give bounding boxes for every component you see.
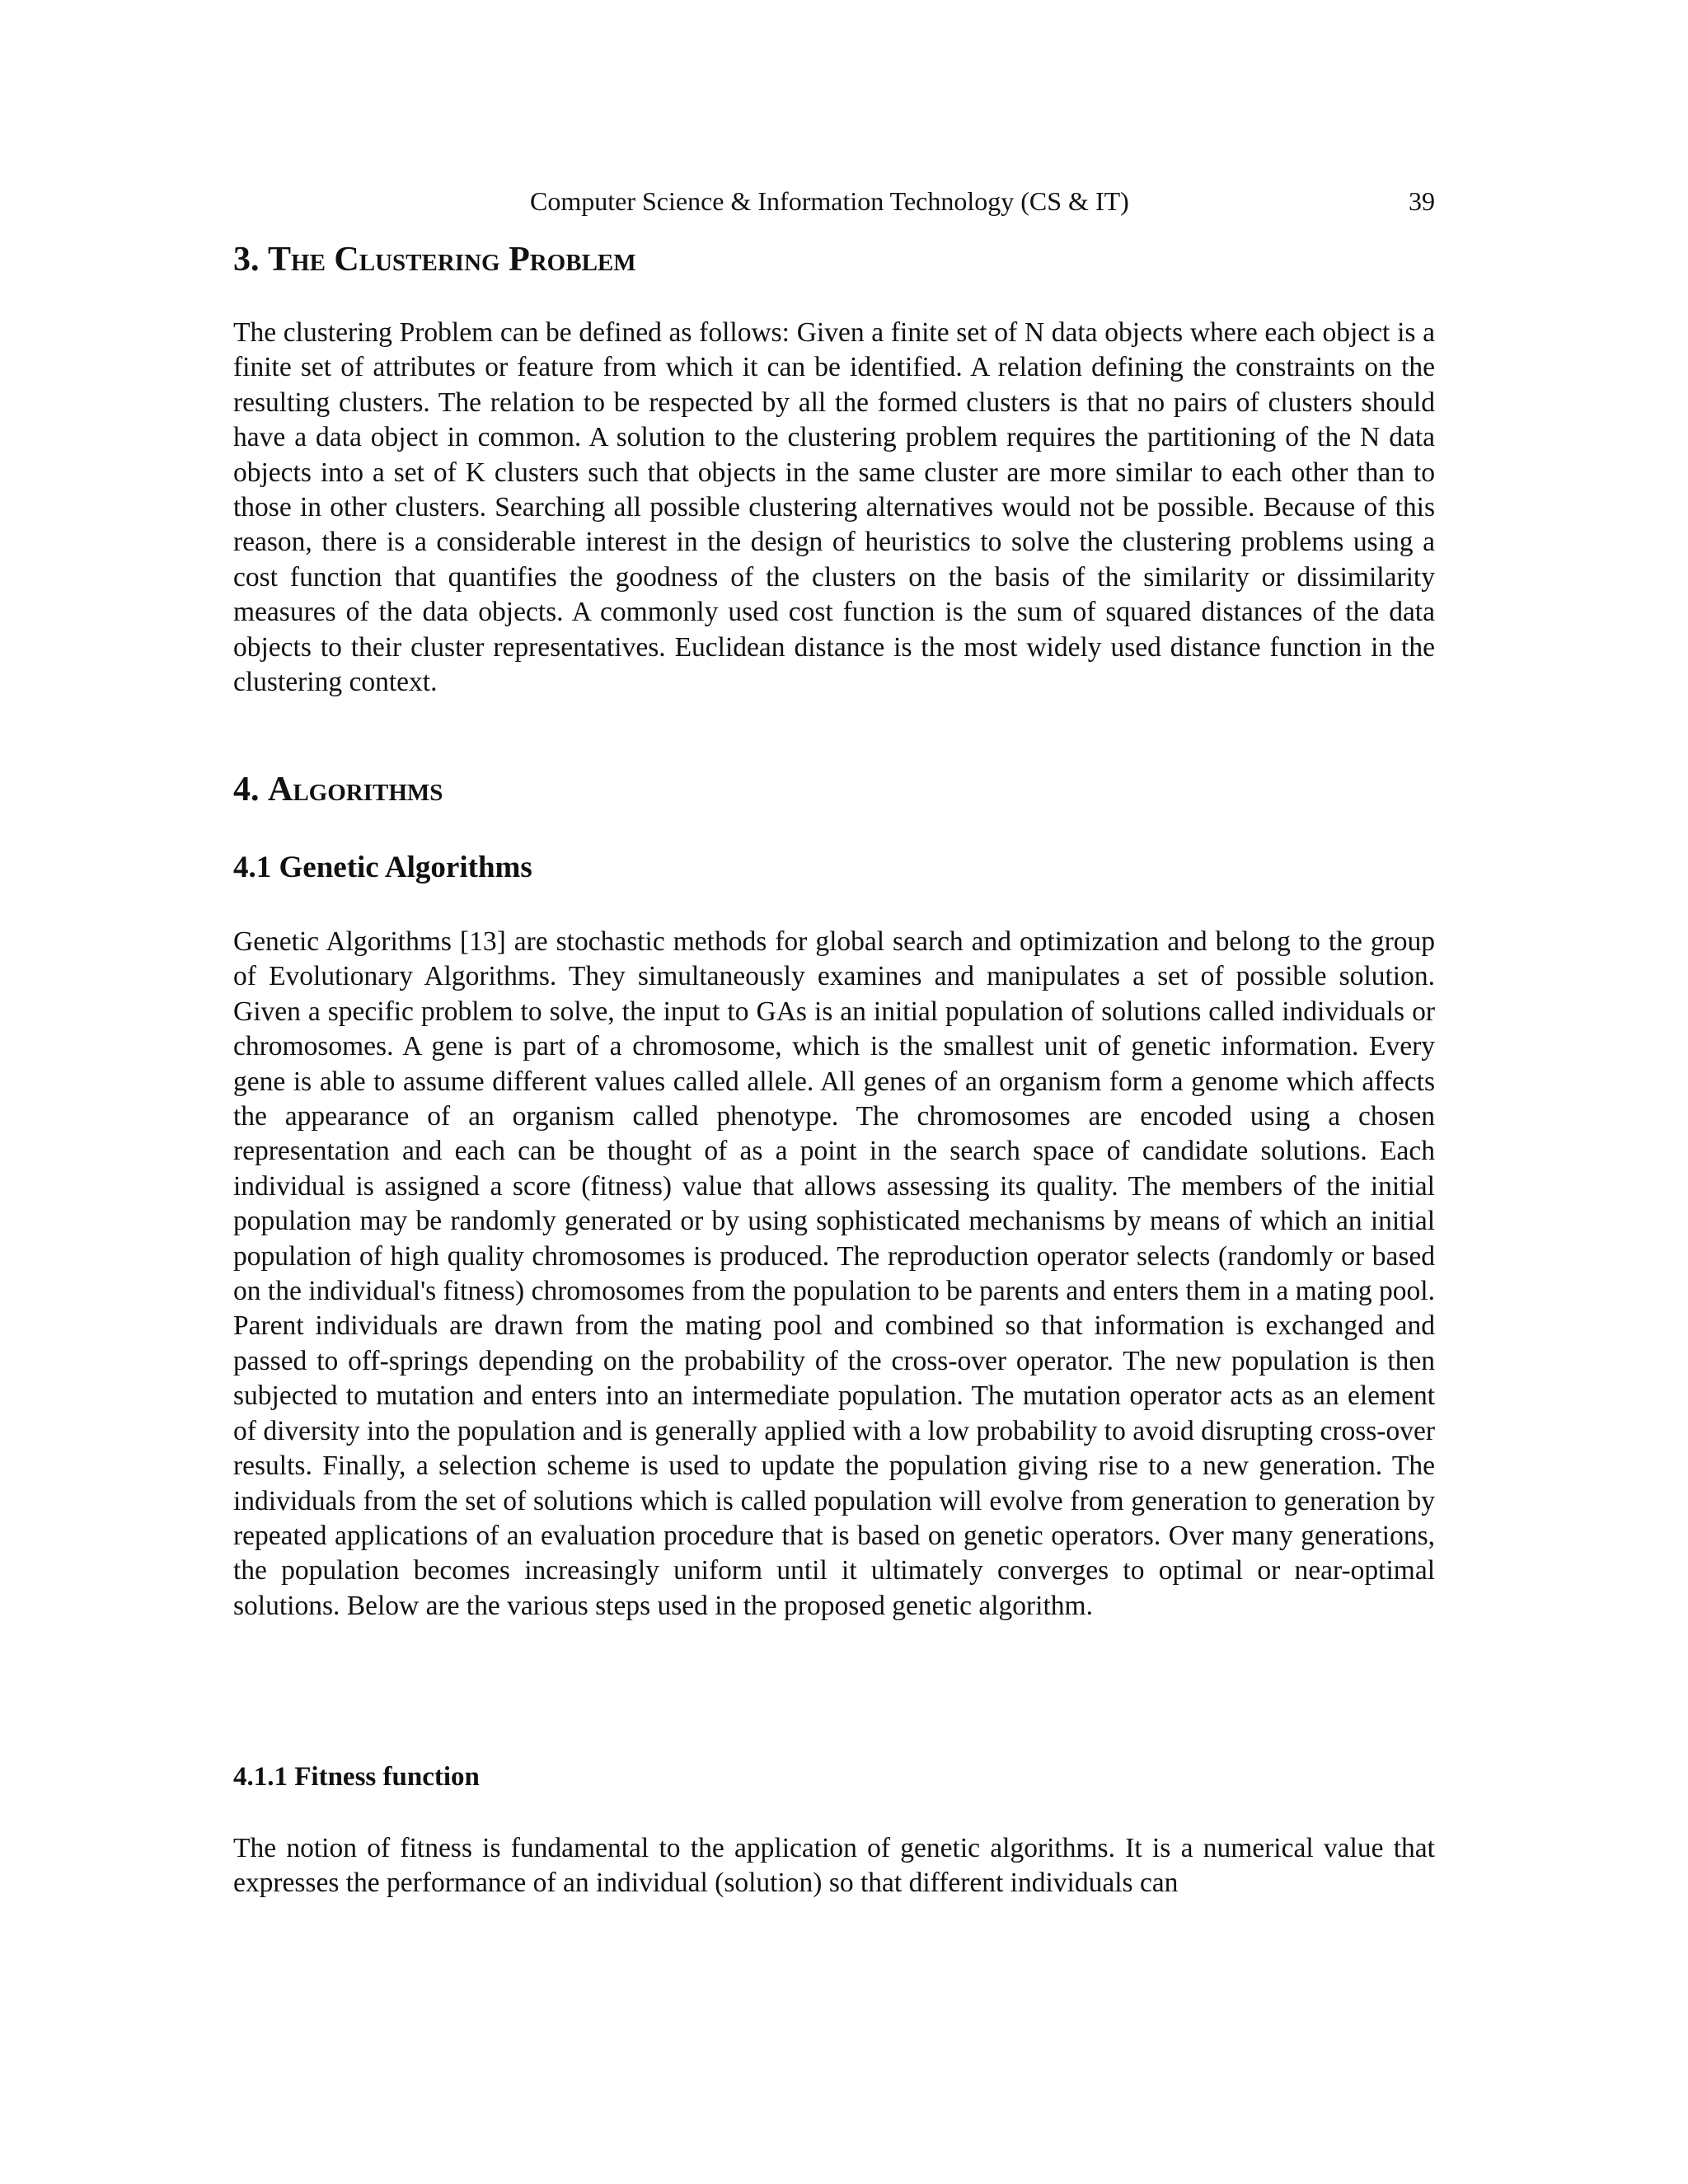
subsection-4-1-heading: 4.1 Genetic Algorithms [233, 851, 532, 884]
subsection-4-1-1-heading: 4.1.1 Fitness function [233, 1762, 480, 1792]
section-3-heading [233, 239, 636, 280]
section-3-number: 3. [233, 241, 260, 279]
section-4-number: 4. [233, 771, 260, 808]
section-4-heading [233, 769, 443, 810]
subsection-4-1-1-paragraph: The notion of fitness is fundamental to the application of genetic algorithms. It is a numerical value that expresses the performance of an individual (solution) so that different individuals can [233, 1833, 1435, 1899]
section-3-title: The Clustering Problem [268, 241, 636, 279]
section-4-title: Algorithms [268, 771, 443, 808]
page-number: 39 [1409, 186, 1435, 216]
running-header [233, 183, 1435, 219]
journal-title: Computer Science & Information Technology (CS & IT) [530, 186, 1129, 216]
section-3-paragraph: The clustering Problem can be defined as follows: Given a finite set of N data objects where each object is a finite set of attributes or feature from which it can be identified. A relation defining the constraints on the resulting clusters. The relation to be respected by all the formed clusters is that no pairs of clusters should have a data object in common. A solution to the clustering problem requires the partitioning of the N data objects into a set of K clusters such that objects in the same cluster are more similar to each other than to those in other clusters. Searching all possible clustering alternatives would not be possible. Because of this reason, there is a considerable interest in the design of heuristics to solve the clustering problems using a cost function that quantifies the goodness of the clusters on the basis of the similarity or dissimilarity measures of the data objects. A commonly used cost function is the sum of squared distances of the data objects to their cluster representatives. Euclidean distance is the most widely used distance function in the clustering context. [233, 317, 1435, 698]
subsection-4-1-paragraph: Genetic Algorithms [13] are stochastic methods for global search and optimization and belong to the group of Evolutionary Algorithms. They simultaneously examines and manipulates a set of possible solution. Given a specific problem to solve, the input to GAs is an initial population of solutions called individuals or chromosomes. A gene is part of a chromosome, which is the smallest unit of genetic information. Every gene is able to assume different values called allele. All genes of an organism form a genome which affects the appearance of an organism called phenotype. The chromosomes are encoded using a chosen representation and each can be thought of as a point in the search space of candidate solutions. Each individual is assigned a score (fitness) value that allows assessing its quality. The members of the initial population may be randomly generated or by using sophisticated mechanisms by means of which an initial population of high quality chromosomes is produced. The reproduction operator selects (randomly or based on the individual's fitness) chromosomes from the population to be parents and enters them in a mating pool. Parent individuals are drawn from the mating pool and combined so that information is exchanged and passed to off-springs depending on the probability of the cross-over operator. The new population is then subjected to mutation and enters into an intermediate population. The mutation operator acts as an element of diversity into the population and is generally applied with a low probability to avoid disrupting cross-over results. Finally, a selection scheme is used to update the population giving rise to a new generation. The individuals from the set of solutions which is called population will evolve from generation to generation by repeated applications of an evaluation procedure that is based on genetic operators. Over many generations, the population becomes increasingly uniform until it ultimately converges to optimal or near-optimal solutions. Below are the various steps used in the proposed genetic algorithm. [233, 926, 1435, 1621]
